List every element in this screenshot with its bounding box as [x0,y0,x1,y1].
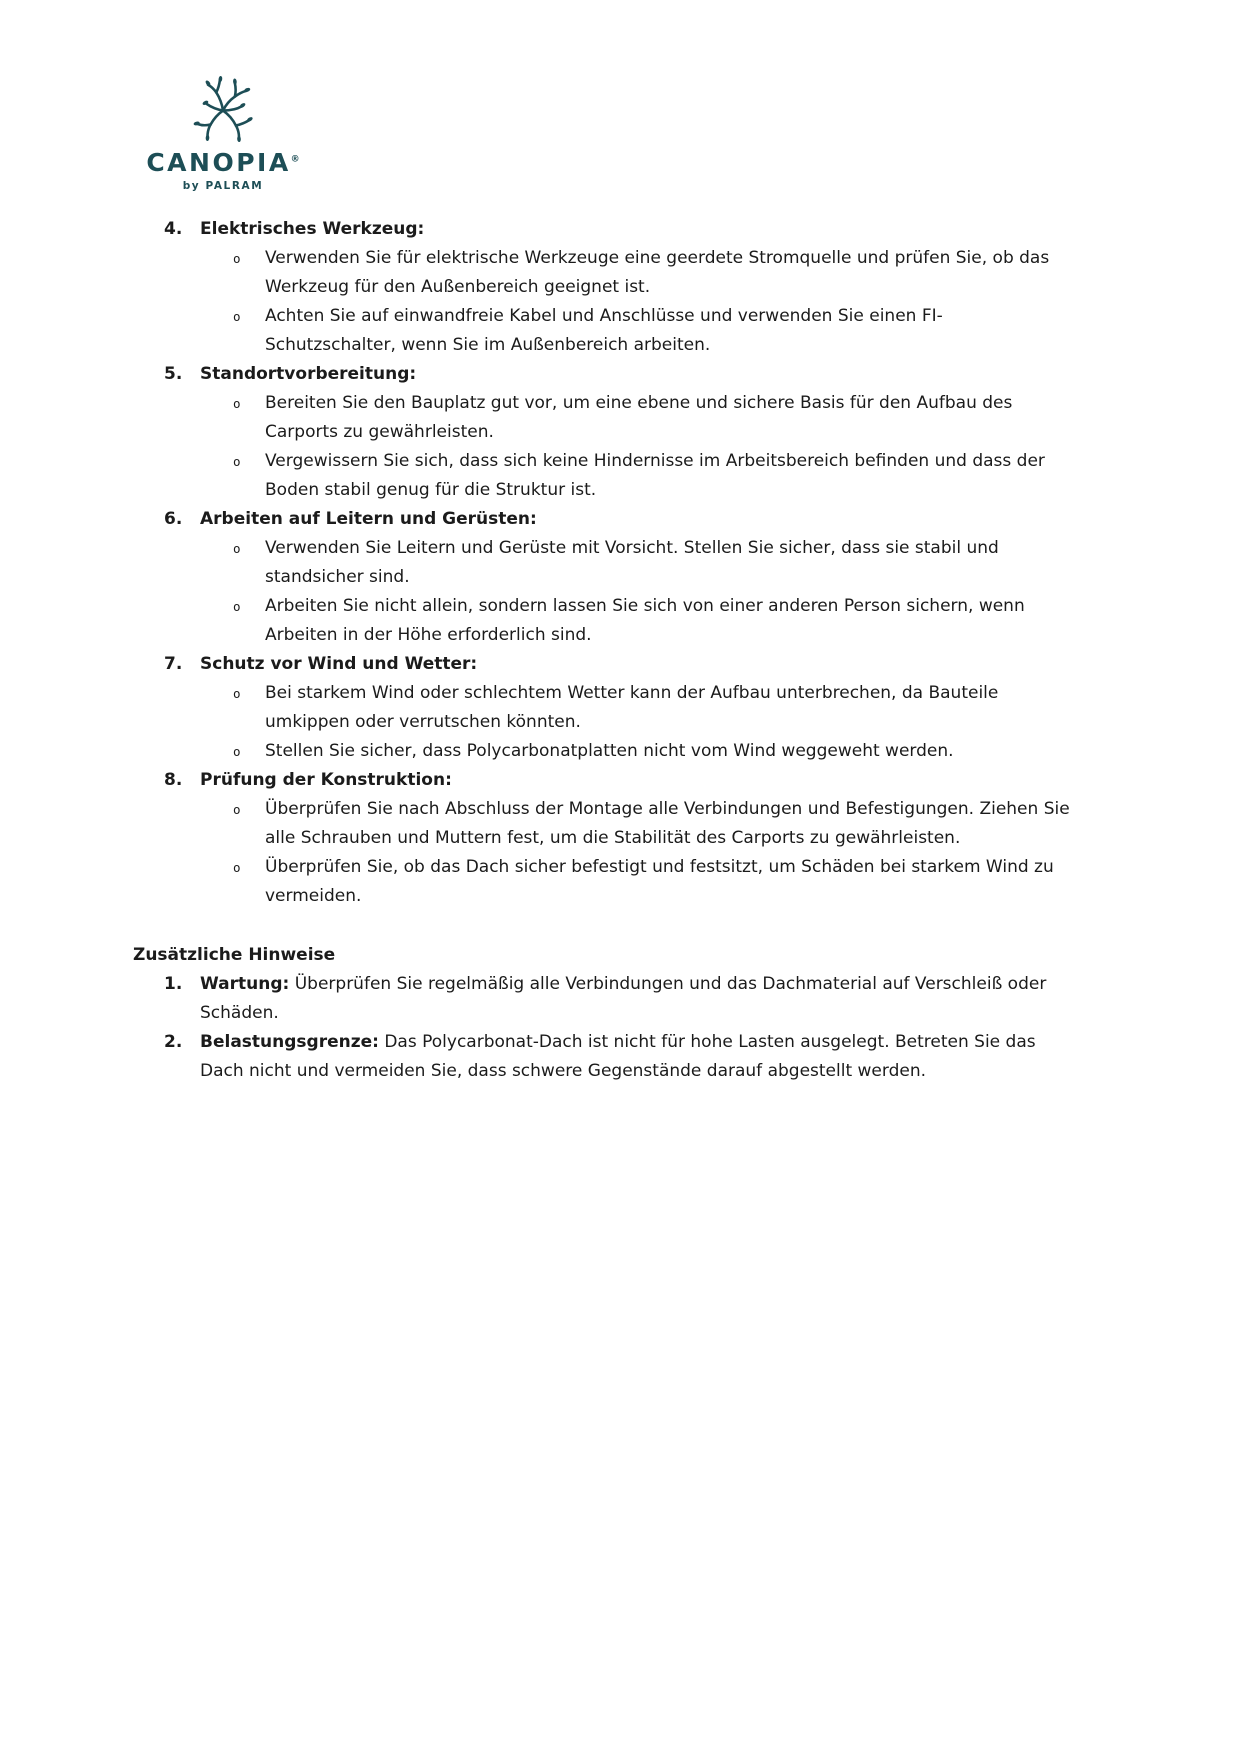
circle-bullet-marker: o [233,396,241,411]
sub-bullet-text: Überprüfen Sie nach Abschluss der Montage alle Verbindungen und Befestigungen. Ziehen Sie alle Schrauben und Muttern fest, um die Stabilität des Carports zu gewährleisten. [265,799,1070,848]
note-item-body: Überprüfen Sie regelmäßig alle Verbindungen und das Dachmaterial auf Verschleiß oder Schäden. [200,974,1047,1023]
safety-list-item [133,505,1108,650]
sub-bullet-text: Vergewissern Sie sich, dass sich keine Hindernisse im Arbeitsbereich befinden und dass der Boden stabil genug für die Struktur ist. [265,451,1045,500]
sub-bullet-list [133,389,1108,505]
sub-bullet-item [133,244,1108,302]
note-item-text [200,970,1080,1028]
circle-bullet-marker: o [233,802,241,817]
sub-bullet-text: Bei starkem Wind oder schlechtem Wetter kann der Aufbau unterbrechen, da Bauteile umkippen oder verrutschen könnten. [265,683,999,732]
sub-bullet-list [133,795,1108,911]
list-item-number: 8. [164,770,183,790]
list-item-title: Prüfung der Konstruktion: [200,770,452,790]
additional-notes-list [133,970,1108,1086]
additional-note-item [133,970,1108,1028]
sub-bullet-text: Verwenden Sie für elektrische Werkzeuge eine geerdete Stromquelle und prüfen Sie, ob das Werkzeug für den Außenbereich geeignet ist. [265,248,1050,297]
circle-bullet-marker: o [233,599,241,614]
sub-bullet-text: Stellen Sie sicher, dass Polycarbonatplatten nicht vom Wind weggeweht werden. [265,741,954,761]
logo-tagline: by PALRAM [182,180,264,192]
sub-bullet-item [133,737,1108,766]
sub-bullet-item [133,853,1108,911]
circle-bullet-marker: o [233,860,241,875]
sub-bullet-text: Verwenden Sie Leitern und Gerüste mit Vorsicht. Stellen Sie sicher, dass sie stabil und standsicher sind. [265,538,999,587]
sub-bullet-item [133,679,1108,737]
safety-list-item [133,650,1108,766]
note-item-label: Belastungsgrenze: [200,1032,379,1052]
sub-bullet-text: Arbeiten Sie nicht allein, sondern lassen Sie sich von einer anderen Person sichern, wenn Arbeiten in der Höhe erforderlich sind. [265,596,1025,645]
logo-brand-text: CANOPIA [146,148,291,177]
sub-bullet-list [133,534,1108,650]
safety-item-heading [133,650,1108,679]
sub-bullet-text: Überprüfen Sie, ob das Dach sicher befestigt und festsitzt, um Schäden bei starkem Wind zu vermeiden. [265,857,1054,906]
sub-bullet-item [133,389,1108,447]
sub-bullet-item [133,302,1108,360]
circle-bullet-marker: o [233,541,241,556]
list-item-title: Elektrisches Werkzeug: [200,219,425,239]
circle-bullet-marker: o [233,744,241,759]
note-item-text [200,1028,1080,1086]
circle-bullet-marker: o [233,309,241,324]
safety-list-item [133,215,1108,360]
canopia-tree-icon [192,75,254,143]
sub-bullet-list [133,244,1108,360]
safety-list-item [133,360,1108,505]
safety-item-heading [133,360,1108,389]
safety-item-heading [133,766,1108,795]
additional-notes-heading: Zusätzliche Hinweise [133,945,336,965]
sub-bullet-item [133,592,1108,650]
list-item-number: 5. [164,364,183,384]
safety-instructions-list [133,215,1108,911]
sub-bullet-text: Achten Sie auf einwandfreie Kabel und Anschlüsse und verwenden Sie einen FI-Schutzschalter, wenn Sie im Außenbereich arbeiten. [265,306,943,355]
sub-bullet-list [133,679,1108,766]
safety-list-item [133,766,1108,911]
logo-wordmark [137,150,309,175]
sub-bullet-item [133,795,1108,853]
safety-item-heading [133,215,1108,244]
circle-bullet-marker: o [233,686,241,701]
sub-bullet-item [133,447,1108,505]
note-item-number: 2. [164,1032,183,1052]
sub-bullet-text: Bereiten Sie den Bauplatz gut vor, um eine ebene und sichere Basis für den Aufbau des Carports zu gewährleisten. [265,393,1013,442]
circle-bullet-marker: o [233,454,241,469]
list-item-number: 7. [164,654,183,674]
safety-item-heading [133,505,1108,534]
list-item-title: Schutz vor Wind und Wetter: [200,654,478,674]
canopia-logo [137,75,309,192]
registered-trademark-symbol: ® [290,154,300,165]
list-item-number: 4. [164,219,183,239]
additional-note-item [133,1028,1108,1086]
document-body [133,215,1108,1086]
note-item-body: Das Polycarbonat-Dach ist nicht für hohe Lasten ausgelegt. Betreten Sie das Dach nicht und vermeiden Sie, dass schwere Gegenstände darauf abgestellt werden. [200,1032,1036,1081]
note-item-label: Wartung: [200,974,290,994]
list-item-number: 6. [164,509,183,529]
list-item-title: Arbeiten auf Leitern und Gerüsten: [200,509,537,529]
list-item-title: Standortvorbereitung: [200,364,417,384]
note-item-number: 1. [164,974,183,994]
circle-bullet-marker: o [233,251,241,266]
sub-bullet-item [133,534,1108,592]
